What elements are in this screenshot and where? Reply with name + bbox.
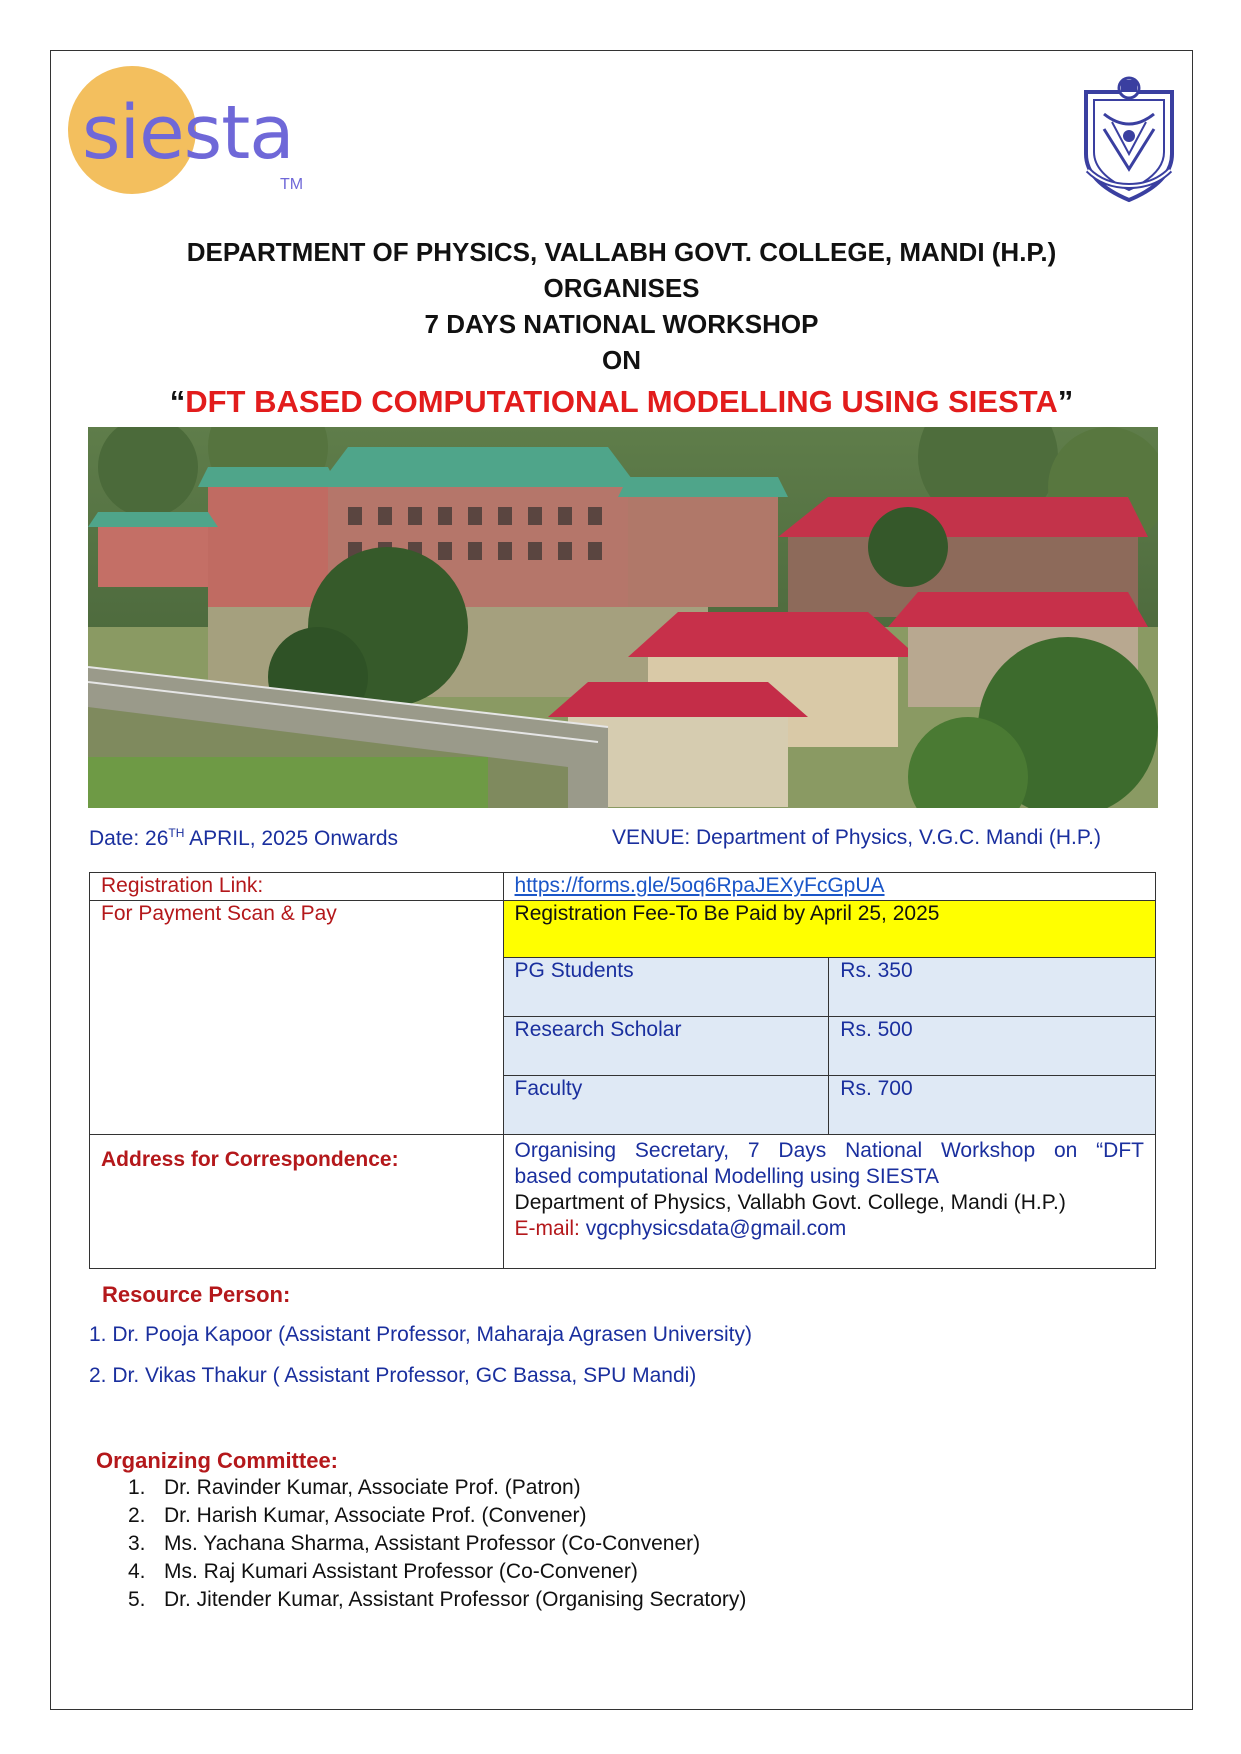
siesta-logo <box>68 66 318 206</box>
logo-wordmark: siesta <box>82 90 294 176</box>
fee-category: Faculty <box>503 1076 829 1135</box>
resource-person-title: Resource Person: <box>102 1282 291 1307</box>
heading-workshop: 7 DAYS NATIONAL WORKSHOP <box>424 309 819 339</box>
table-row <box>90 873 1156 901</box>
list-item <box>128 1474 746 1502</box>
address-line-2: based computational Modelling using SIESTA <box>514 1165 940 1188</box>
fee-header: Registration Fee-To Be Paid by April 25, 2025 <box>503 901 1155 958</box>
event-venue: VENUE: Department of Physics, V.G.C. Mandi (H.P.) <box>612 826 1102 849</box>
event-heading <box>50 234 1193 424</box>
heading-organises: ORGANISES <box>543 273 700 303</box>
address-label: Address for Correspondence: <box>90 1135 504 1269</box>
date-superscript: TH <box>168 826 185 840</box>
date-prefix: Date: 26 <box>89 827 169 850</box>
college-campus-photo <box>88 427 1158 808</box>
email-address[interactable]: vgcphysicsdata@gmail.com <box>579 1217 847 1240</box>
list-number: 4. <box>128 1560 146 1583</box>
address-line-3: Department of Physics, Vallabh Govt. College, Mandi (H.P.) <box>514 1191 1066 1214</box>
heading-department: DEPARTMENT OF PHYSICS, VALLABH GOVT. COLLEGE, MANDI (H.P.) <box>186 237 1057 267</box>
address-line-1: Organising Secretary, 7 Days National Workshop on “DFT <box>514 1139 1144 1162</box>
member-text: Ms. Yachana Sharma, Assistant Professor (Co-Convener) <box>164 1532 701 1555</box>
committee-list <box>128 1474 746 1614</box>
email-label: E-mail: <box>514 1217 580 1240</box>
workshop-title-text: DFT BASED COMPUTATIONAL MODELLING USING SIESTA <box>185 384 1058 419</box>
resource-person-item: 2. Dr. Vikas Thakur ( Assistant Professor, GC Bassa, SPU Mandi) <box>89 1364 697 1387</box>
address-cell <box>503 1135 1155 1269</box>
open-quote: “ <box>169 384 186 419</box>
resource-person-item: 1. Dr. Pooja Kapoor (Assistant Professor, Maharaja Agrasen University) <box>89 1323 752 1346</box>
workshop-title <box>50 380 1193 424</box>
payment-label: For Payment Scan & Pay <box>90 901 504 1135</box>
list-item <box>128 1502 746 1530</box>
list-item <box>128 1558 746 1586</box>
heading-on: ON <box>602 345 641 375</box>
fee-amount: Rs. 350 <box>829 958 1156 1017</box>
member-text: Dr. Ravinder Kumar, Associate Prof. (Patron) <box>164 1476 581 1499</box>
member-text: Ms. Raj Kumari Assistant Professor (Co-Convener) <box>164 1560 638 1583</box>
registration-link-label: Registration Link: <box>90 873 504 901</box>
fee-category: PG Students <box>503 958 829 1017</box>
registration-table <box>89 872 1156 1269</box>
list-item <box>128 1586 746 1614</box>
fee-amount: Rs. 500 <box>829 1017 1156 1076</box>
college-seal-icon <box>1074 74 1184 204</box>
table-row <box>90 1135 1156 1269</box>
member-text: Dr. Harish Kumar, Associate Prof. (Convener) <box>164 1504 587 1527</box>
table-row <box>90 901 1156 958</box>
event-date <box>89 826 398 851</box>
registration-link[interactable]: https://forms.gle/5oq6RpaJEXyFcGpUA <box>514 874 885 897</box>
list-number: 1. <box>128 1476 146 1499</box>
fee-amount: Rs. 700 <box>829 1076 1156 1135</box>
list-item <box>128 1530 746 1558</box>
list-number: 5. <box>128 1588 146 1611</box>
close-quote: ” <box>1057 384 1074 419</box>
fee-category: Research Scholar <box>503 1017 829 1076</box>
email-line <box>515 1216 1144 1242</box>
logo-trademark: TM <box>280 176 304 193</box>
registration-link-cell <box>503 873 1155 901</box>
member-text: Dr. Jitender Kumar, Assistant Professor (Organising Secratory) <box>164 1588 747 1611</box>
date-suffix: APRIL, 2025 Onwards <box>184 827 399 850</box>
organizing-committee-title: Organizing Committee: <box>96 1448 339 1473</box>
list-number: 2. <box>128 1504 146 1527</box>
list-number: 3. <box>128 1532 146 1555</box>
